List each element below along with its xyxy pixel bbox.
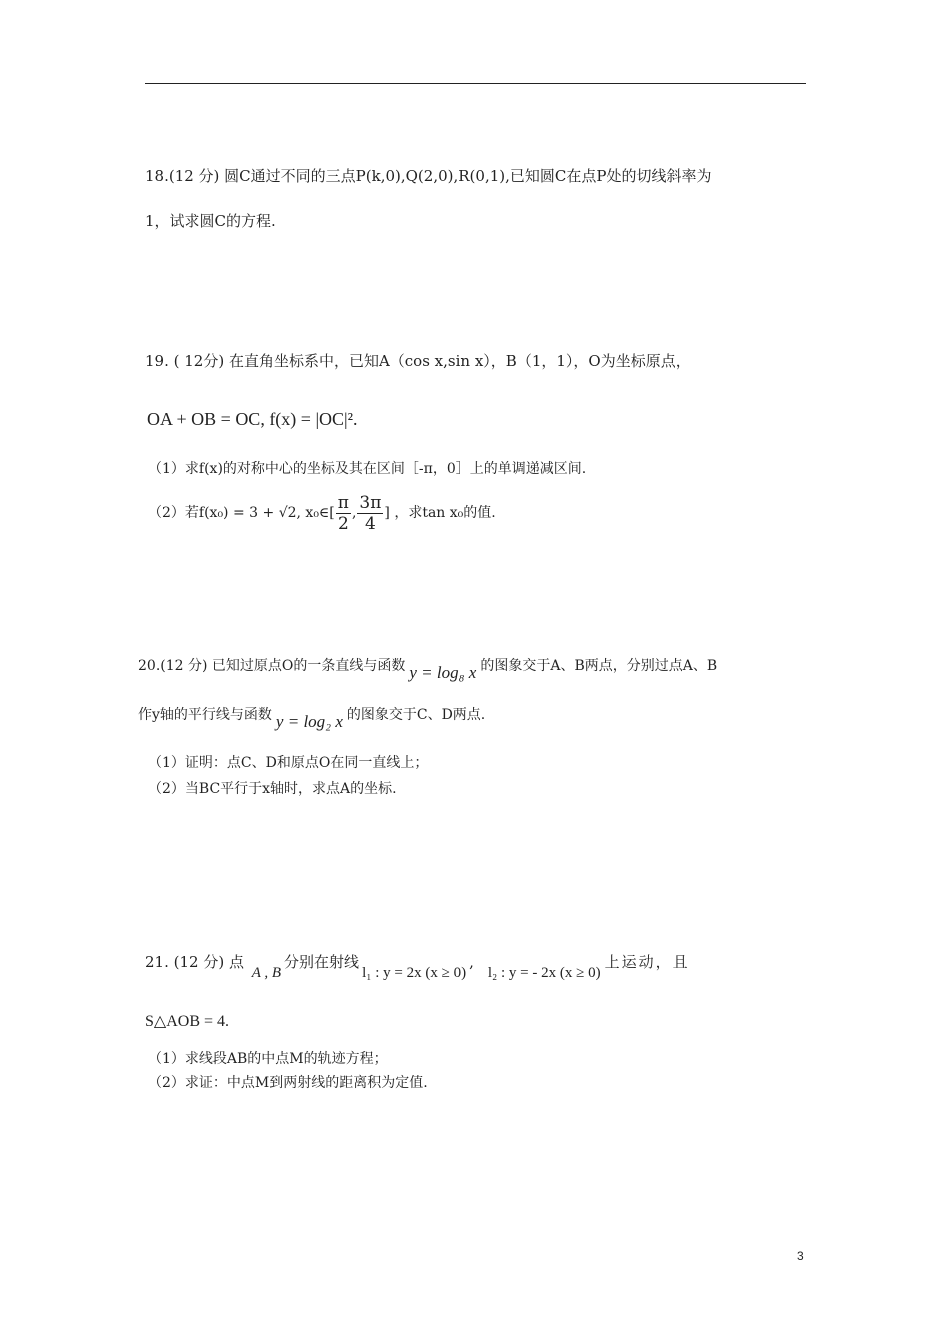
q19-formula: OA + OB = OC, f(x) = |OC|². bbox=[147, 409, 358, 429]
q21-line1 bbox=[145, 951, 690, 981]
q20-formula-log8: y = log₈ x bbox=[409, 663, 477, 682]
fraction-denominator: 4 bbox=[364, 513, 376, 534]
q18-line2: 1，试求圆C的方程. bbox=[145, 212, 276, 230]
q20-line1-text-a: 20.(12 分) 已知过原点O的一条直线与函数 bbox=[138, 658, 406, 674]
q21-area-condition: S△AOB = 4. bbox=[145, 1013, 230, 1030]
q21-separator: , bbox=[469, 953, 474, 971]
q20-line2-text-b: 的图象交于C、D两点. bbox=[346, 707, 486, 723]
fraction-numerator: π bbox=[337, 492, 349, 513]
q19-part2-prefix: （2）若f(x₀) = 3 + √2, x₀∈[ bbox=[148, 505, 335, 521]
q18-line1: 18.(12 分) 圆C通过不同的三点P(k,0),Q(2,0),R(0,1),已知圆C在点P处的切线斜率为 bbox=[145, 167, 712, 185]
q19-fraction-pi-over-2 bbox=[336, 493, 351, 534]
q20-line2 bbox=[138, 704, 486, 731]
q21-line1-text-c: 上运动，且 bbox=[604, 953, 690, 971]
q19-part1: （1）求f(x)的对称中心的坐标及其在区间［-π，0］上的单调递减区间. bbox=[148, 461, 587, 477]
page-number: 3 bbox=[797, 1249, 804, 1263]
q20-part2: （2）当BC平行于x轴时，求点A的坐标. bbox=[148, 781, 397, 797]
q20-formula-log2: y = log₂ x bbox=[275, 712, 343, 731]
q21-ray-l1: l₁ : y = 2x (x ≥ 0) bbox=[362, 965, 467, 981]
q21-part2: （2）求证：中点M到两射线的距离积为定值. bbox=[148, 1075, 428, 1091]
q21-points: A , B bbox=[251, 965, 282, 981]
q19-part2-suffix: ] ，求tan x₀的值. bbox=[384, 505, 496, 521]
header-rule bbox=[145, 83, 806, 84]
q19-header: 19. ( 12分) 在直角坐标系中，已知A（cos x,sin x），B（1，1），O为坐标原点， bbox=[145, 352, 691, 370]
q21-ray-l2: l₂ : y = - 2x (x ≥ 0) bbox=[487, 965, 601, 981]
q19-fraction-3pi-over-4 bbox=[357, 493, 383, 534]
q21-part1: （1）求线段AB的中点M的轨迹方程； bbox=[148, 1051, 388, 1067]
fraction-numerator: 3π bbox=[359, 492, 382, 513]
q20-line1-text-b: 的图象交于A、B两点，分别过点A、B bbox=[480, 658, 718, 674]
q21-line1-text-b: 分别在射线 bbox=[284, 953, 360, 971]
q21-line1-text-a: 21. (12 分) 点 bbox=[145, 953, 244, 971]
q20-part1: （1）证明：点C、D和原点O在同一直线上； bbox=[148, 755, 429, 771]
fraction-denominator: 2 bbox=[337, 513, 349, 534]
q20-line1 bbox=[138, 655, 718, 682]
q19-part2: （2）若f(x₀) = 3 + √2, x₀∈[ $\frac{\pi}{2}$ , $\frac{3\pi}{4}$ ] ，求tan x₀的值. bbox=[148, 492, 496, 534]
q20-line2-text-a: 作y轴的平行线与函数 bbox=[138, 707, 272, 723]
